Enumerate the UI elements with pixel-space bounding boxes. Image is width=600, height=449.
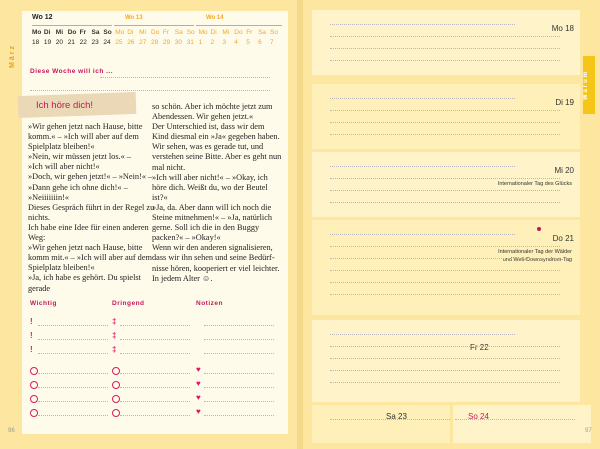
day-label: Mo 18 [551, 24, 574, 33]
calendar-day-header: Fr [246, 29, 253, 36]
week-underline-13 [114, 25, 194, 26]
day-write-line[interactable] [330, 346, 560, 347]
day-write-line[interactable] [330, 234, 515, 235]
list-line[interactable] [38, 401, 108, 402]
calendar-day-number: 22 [79, 39, 87, 46]
month-label: März [9, 44, 16, 68]
calendar-day-header: Mi [139, 29, 146, 36]
dagger-icon: ‡ [112, 331, 117, 340]
day-label: Fr 22 [470, 343, 489, 352]
circle-checkbox-icon [30, 381, 38, 389]
calendar-day-number: 6 [258, 39, 262, 46]
calendar-day-number: 26 [127, 39, 135, 46]
calendar-day-number: 25 [115, 39, 123, 46]
day-write-line[interactable] [330, 358, 560, 359]
day-write-line[interactable] [330, 36, 560, 37]
calendar-day-header: Do [67, 29, 77, 36]
calendar-day-number: 18 [32, 39, 40, 46]
list-line[interactable] [204, 353, 274, 354]
list-line[interactable] [38, 387, 108, 388]
day-block-6 [453, 405, 591, 443]
circle-checkbox-icon [30, 367, 38, 375]
exclamation-icon: ! [30, 317, 33, 326]
calendar-day-header: Do [234, 29, 243, 36]
circle-checkbox-icon [112, 409, 120, 417]
week-label-13: Wo 13 [125, 15, 143, 21]
circle-checkbox-icon [30, 409, 38, 417]
list-line[interactable] [204, 339, 274, 340]
calendar-day-number: 28 [151, 39, 159, 46]
list-line[interactable] [38, 325, 108, 326]
day-write-line[interactable] [330, 282, 560, 283]
page-number-left: 96 [8, 428, 15, 434]
day-block-1 [312, 84, 580, 149]
calendar-day-header: Mo [115, 29, 125, 36]
list-line[interactable] [38, 373, 108, 374]
page-number-right: 97 [585, 428, 592, 434]
day-write-line[interactable] [330, 166, 515, 167]
day-label: So 24 [468, 412, 489, 421]
list-line[interactable] [38, 415, 108, 416]
calendar-day-number: 7 [270, 39, 274, 46]
week-underline-12 [32, 25, 112, 26]
day-write-line[interactable] [330, 382, 560, 383]
exclamation-icon: ! [30, 345, 33, 354]
calendar-day-header: So [103, 29, 112, 36]
calendar-day-number: 29 [162, 39, 171, 46]
day-write-line[interactable] [330, 24, 515, 25]
week-prompt-line [100, 77, 270, 78]
day-write-line[interactable] [330, 258, 560, 259]
list-line[interactable] [120, 415, 190, 416]
day-write-line[interactable] [330, 419, 450, 420]
list-line[interactable] [120, 325, 190, 326]
calendar-day-number: 24 [103, 39, 111, 46]
day-write-line[interactable] [330, 178, 560, 179]
day-write-line[interactable] [330, 122, 560, 123]
heart-icon: ♥ [196, 365, 201, 374]
list-line[interactable] [204, 387, 274, 388]
day-block-0 [312, 10, 580, 75]
list-line[interactable] [38, 353, 108, 354]
calendar-day-number: 1 [198, 39, 203, 46]
list-heading-urgent: Dringend [112, 300, 145, 307]
day-block-4 [312, 320, 580, 402]
list-line[interactable] [204, 401, 274, 402]
day-write-line[interactable] [330, 334, 515, 335]
calendar-day-header: Di [43, 29, 51, 36]
day-write-line[interactable] [330, 370, 560, 371]
calendar-day-number: 31 [186, 39, 194, 46]
week-prompt-line-2 [30, 90, 270, 91]
heart-icon: ♥ [196, 393, 201, 402]
heart-icon: ♥ [196, 407, 201, 416]
calendar-day-number: 4 [234, 39, 238, 46]
list-line[interactable] [204, 415, 274, 416]
day-write-line[interactable] [330, 190, 560, 191]
exclamation-icon: ! [30, 331, 33, 340]
circle-checkbox-icon [30, 395, 38, 403]
day-write-line[interactable] [330, 60, 560, 61]
day-write-line[interactable] [330, 110, 560, 111]
list-line[interactable] [204, 373, 274, 374]
side-tab: Warum [583, 56, 595, 114]
list-line[interactable] [120, 401, 190, 402]
calendar-day-header: So [186, 29, 195, 36]
calendar-day-number: 21 [67, 39, 75, 46]
circle-checkbox-icon [112, 381, 120, 389]
calendar-day-header: Di [127, 29, 134, 36]
mini-calendar [30, 14, 286, 58]
day-write-line[interactable] [330, 134, 560, 135]
calendar-day-header: Mo [32, 29, 42, 36]
calendar-day-number: 3 [222, 39, 227, 46]
calendar-day-number: 19 [43, 39, 52, 46]
list-line[interactable] [120, 339, 190, 340]
day-write-line[interactable] [330, 48, 560, 49]
calendar-day-number: 5 [246, 39, 250, 46]
list-line[interactable] [120, 373, 190, 374]
week-underline-14 [196, 25, 282, 26]
day-block-5 [312, 405, 450, 443]
calendar-day-number: 20 [55, 39, 64, 46]
article-column-2: so schön. Aber ich möchte jetzt zum Abendessen. Wir gehen jetzt.« Der Unterschied ist, dass wir dem Kind diesmal ein »Ja« gegeben haben. Wir sehen, was es gerade tut, und verstehen seine Bitte. Aber es geht nun mal nicht. »Ich will aber nicht!« – »Okay, ich höre dich. Weißt du, wo der Beutel ist?« »Ja, da. Aber dann will ich noch die Steine mitnehmen!« – »Ja, natürlich gerne. Soll ich die in den Buggy packen?« – »Okay!« Wenn wir den anderen signalisieren, dass wir ihn sehen und seine Bedürf- nisse hören, kooperiert er viel leichter. In jedem Alter ☺. [152, 102, 282, 283]
calendar-day-number: 23 [91, 39, 99, 46]
week-label-12: Wo 12 [32, 14, 53, 21]
day-write-line[interactable] [455, 419, 575, 420]
week-label-14: Wo 14 [206, 15, 224, 21]
holiday-note: Internationaler Tag des Glücks [497, 181, 572, 187]
day-label: Mi 20 [554, 166, 574, 175]
list-heading-notes: Notizen [196, 300, 223, 307]
day-label: Di 19 [555, 98, 574, 107]
calendar-day-number: 27 [139, 39, 147, 46]
calendar-day-header: So [270, 29, 278, 36]
week-prompt: Diese Woche will ich ... [30, 68, 114, 75]
calendar-day-number: 30 [174, 39, 183, 46]
day-write-line[interactable] [330, 98, 515, 99]
new-moon-icon [537, 227, 541, 231]
calendar-day-header: Sa [174, 29, 183, 36]
calendar-day-number: 2 [210, 39, 215, 46]
dagger-icon: ‡ [112, 317, 117, 326]
holiday-note: Internationaler Tag der Wälder und Welt-Downsyndrom-Tag [498, 249, 572, 263]
article-column-1: »Wir gehen jetzt nach Hause, bitte komm.« – »Ich will aber auf dem Spielplatz bleiben!« »Nein, wir müssen jetzt los.« – »Ich will aber nicht!« »Doch, wir gehen jetzt!« – »Nein!« – »Dann gehe ich ohne dich!« – »Neiiiiiiin!« Dieses Gespräch führt in der Regel zu nichts. Ich habe eine Idee für einen anderen Weg: »Wir gehen jetzt nach Hause, bitte komm mit.« – »Ich will aber auf dem Spielplatz bleiben!« »Ja, ich habe es gehört. Du spielst gerade [28, 122, 155, 293]
list-line[interactable] [204, 325, 274, 326]
calendar-day-header: Mo [198, 29, 208, 36]
title-banner-text: Ich höre dich! [36, 100, 94, 111]
list-heading-important: Wichtig [30, 300, 57, 307]
calendar-day-header: Fr [162, 29, 170, 36]
list-line[interactable] [120, 387, 190, 388]
circle-checkbox-icon [112, 395, 120, 403]
day-label: Do 21 [552, 234, 574, 243]
day-write-line[interactable] [330, 270, 560, 271]
calendar-day-header: Sa [91, 29, 100, 36]
day-write-line[interactable] [330, 202, 560, 203]
dagger-icon: ‡ [112, 345, 117, 354]
heart-icon: ♥ [196, 379, 201, 388]
day-write-line[interactable] [330, 246, 560, 247]
circle-checkbox-icon [112, 367, 120, 375]
list-line[interactable] [120, 353, 190, 354]
calendar-day-header: Do [151, 29, 160, 36]
calendar-day-header: Sa [258, 29, 267, 36]
day-write-line[interactable] [330, 294, 560, 295]
calendar-day-header: Fr [79, 29, 87, 36]
day-label: Sa 23 [386, 412, 407, 421]
calendar-day-header: Mi [222, 29, 230, 36]
list-line[interactable] [38, 339, 108, 340]
calendar-day-header: Di [210, 29, 217, 36]
calendar-day-header: Mi [55, 29, 64, 36]
